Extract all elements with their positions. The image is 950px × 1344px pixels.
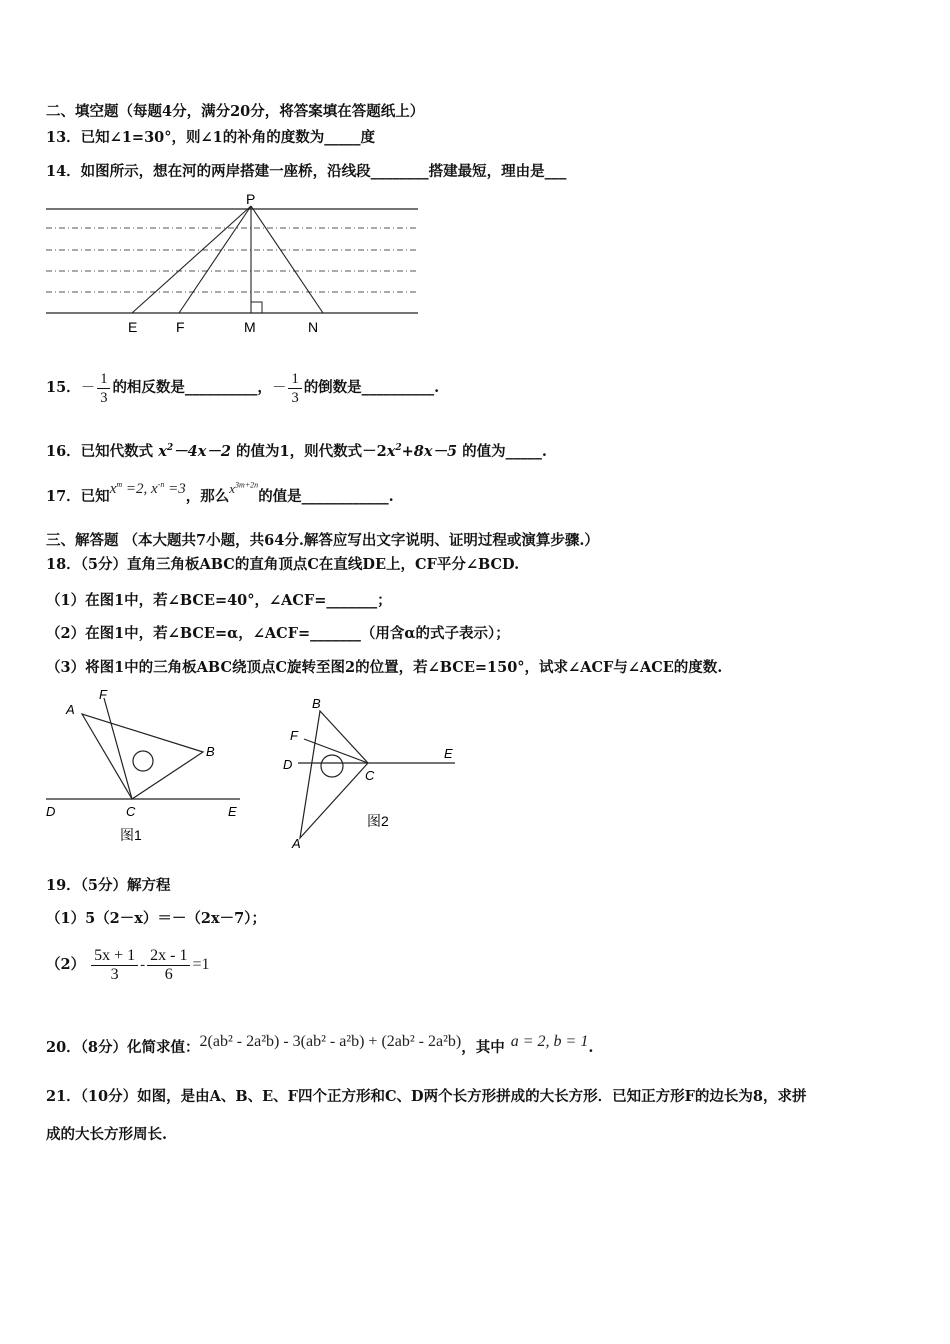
question-17 [46, 480, 394, 507]
q17-suffix: 的值是____________. [258, 488, 394, 505]
question-18-part1: （1）在图1中，若∠BCE=40°，∠ACF=_______； [46, 592, 392, 609]
q19-fraction-1 [91, 947, 138, 984]
question-19: 19．（5分）解方程 [46, 877, 171, 894]
q18-figure-2 [280, 690, 470, 855]
question-13: 13．已知∠1=30°，则∠1的补角的度数为_____度 [46, 129, 375, 146]
fraction-denominator: 3 [291, 389, 299, 406]
fraction-numerator: 2x - 1 [147, 947, 190, 966]
q20-expression: 2(ab² - 2a²b) - 3(ab² - a²b) + (2ab² - 2a²b) [199, 1033, 462, 1050]
q20-mid: ，其中 [461, 1039, 505, 1056]
q16-expr-1: $x^2-4x-2$ [158, 442, 231, 460]
section3-heading: 三、解答题 （本大题共7小题，共64分.解答应写出文字说明、证明过程或演算步骤.） [46, 532, 599, 549]
fraction-numerator: 1 [288, 370, 301, 389]
q15-part1: 的相反数是__________， [112, 379, 272, 396]
question-21-line1: 21．（10分）如图，是由A、B、E、F四个正方形和C、D两个长方形拼成的大长方形．已知正方形F的边长为8，求拼 [46, 1088, 807, 1105]
fraction-numerator: 5x + 1 [91, 947, 138, 966]
q19-fraction-2 [147, 947, 190, 984]
fig1-caption: 图1 [120, 827, 142, 843]
q19-part2-label: （2） [46, 956, 86, 973]
question-14: 14．如图所示，想在河的两岸搭建一座桥，沿线段________搭建最短，理由是___ [46, 163, 567, 180]
q19-equals: =1 [192, 956, 210, 973]
fig1-label-a: A [66, 702, 75, 717]
q14-river-figure [40, 190, 430, 340]
q18-figure-1 [40, 682, 260, 852]
fig2-caption: 图2 [367, 813, 389, 829]
fig2-label-f: F [290, 728, 298, 743]
question-19-part2 [46, 942, 209, 988]
q17-mid: ，那么 [185, 488, 230, 505]
q20-condition: a = 2, b = 1 [510, 1033, 589, 1050]
point-label-p: P [246, 191, 256, 207]
q17-condition: $x^m =2$, $x^{-n} =3$ [109, 480, 186, 497]
question-19-part1: （1）5（2－x）＝－（2x－7）； [46, 910, 266, 927]
question-16 [46, 438, 547, 462]
q15-minus-1: － [80, 380, 96, 396]
fig2-label-c: C [365, 768, 375, 783]
q15-number: 15． [46, 379, 81, 396]
q17-prefix: 17．已知 [46, 488, 110, 505]
fig1-label-e: E [228, 804, 237, 819]
q15-fraction-2 [288, 370, 301, 407]
question-21-line2: 成的大长方形周长. [46, 1126, 168, 1143]
question-20 [46, 1034, 593, 1062]
q15-fraction-1 [97, 370, 110, 407]
point-label-f: F [176, 319, 185, 335]
fraction-denominator: 3 [100, 389, 108, 406]
question-18: 18．（5分）直角三角板ABC的直角顶点C在直线DE上，CF平分∠BCD. [46, 556, 520, 573]
fig1-label-d: D [46, 804, 56, 819]
fig1-label-b: B [206, 744, 215, 759]
q19-minus: - [140, 957, 146, 973]
q16-prefix: 16．已知代数式 [46, 442, 159, 460]
q16-mid: 的值为1，则代数式－2 [230, 442, 387, 460]
q15-part2: 的倒数是__________. [303, 379, 440, 396]
fig2-label-d: D [283, 757, 293, 772]
fig2-label-b: B [312, 696, 321, 711]
fraction-denominator: 6 [164, 965, 173, 983]
question-15 [46, 368, 439, 408]
q20-end: . [588, 1039, 594, 1056]
fig2-label-e: E [444, 746, 453, 761]
point-label-m: M [244, 319, 256, 335]
q16-suffix: 的值为_____. [457, 442, 547, 460]
question-18-part3: （3）将图1中的三角板ABC绕顶点C旋转至图2的位置，若∠BCE=150°，试求∠ACF与∠ACE的度数. [46, 659, 723, 676]
section2-heading: 二、填空题（每题4分，满分20分，将答案填在答题纸上） [46, 103, 425, 120]
point-label-e: E [128, 319, 138, 335]
fig2-label-a: A [292, 836, 301, 851]
q15-minus-2: － [271, 380, 287, 396]
fig1-label-f: F [99, 687, 107, 702]
question-18-part2: （2）在图1中，若∠BCE=α，∠ACF=_______（用含α的式子表示）； [46, 625, 510, 642]
point-label-n: N [308, 319, 319, 335]
q16-expr-2: $x^2+8x-5$ [386, 442, 458, 460]
fraction-denominator: 3 [110, 965, 119, 983]
fig1-label-c: C [126, 804, 136, 819]
fraction-numerator: 1 [97, 370, 110, 389]
q17-expression: $x^{3m+2n}$ [229, 480, 259, 496]
q20-prefix: 20．（8分）化简求值： [46, 1039, 200, 1056]
